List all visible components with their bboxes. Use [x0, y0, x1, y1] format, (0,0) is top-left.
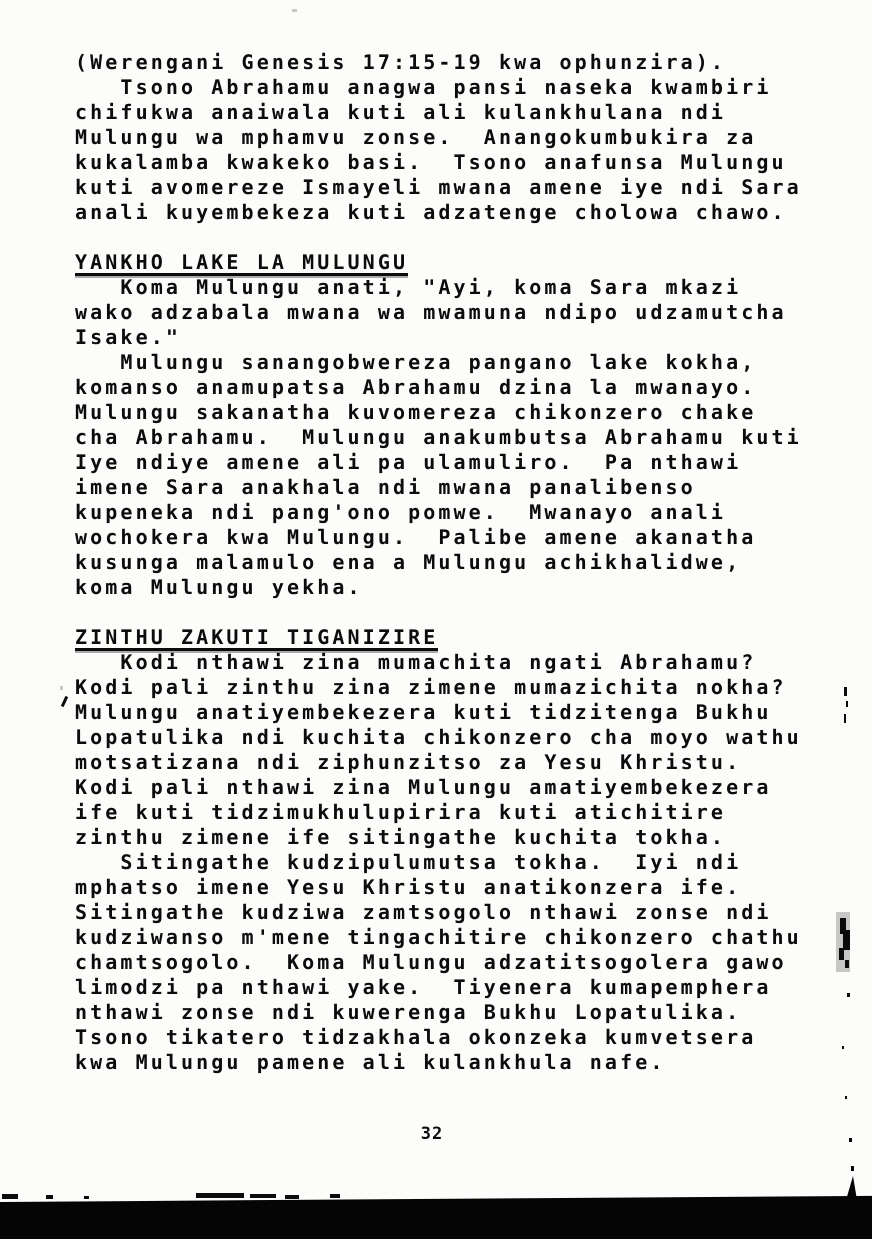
scan-dash [46, 1195, 53, 1199]
text-line: Tsono tikatero tidzakhala okonzeka kumvetsera [75, 1025, 757, 1049]
text-line: Lopatulika ndi kuchita chikonzero cha moyo wathu [75, 725, 802, 749]
text-line: zinthu zimene ife sitingathe kuchita tokha. [75, 825, 727, 849]
page-number: 32 [420, 1124, 444, 1144]
scan-smudge [845, 960, 849, 968]
text-line: Mulungu wa mphamvu zonse. Anangokumbukira za [75, 125, 757, 149]
text-line: (Werengani Genesis 17:15-19 kwa ophunzira). [75, 50, 727, 74]
text-line: kwa Mulungu pamene ali kulankhula nafe. [75, 1050, 666, 1074]
scanner-edge-band [0, 1196, 872, 1239]
scan-smudge [839, 948, 844, 960]
text-line: kuti avomereze Ismayeli mwana amene iye ndi Sara [75, 175, 802, 199]
text-line: chifukwa anaiwala kuti ali kulankhulana ndi [75, 100, 727, 124]
scan-dash [196, 1193, 244, 1198]
text-line: chamtsogolo. Koma Mulungu adzatitsogolera gawo [75, 950, 787, 974]
text-line: Mulungu sanangobwereza pangano lake kokha, [75, 350, 757, 374]
text-line: Iye ndiye amene ali pa ulamuliro. Pa nthawi [75, 450, 742, 474]
text-line: cha Abrahamu. Mulungu anakumbutsa Abrahamu kuti [75, 425, 802, 449]
text-line: kupeneka ndi pang'ono pomwe. Mwanayo anali [75, 500, 727, 524]
text-line: Kodi pali zinthu zina zimene mumazichita nokha? [75, 675, 787, 699]
scan-speck [849, 1138, 852, 1142]
text-line: kudziwanso m'mene tingachitire chikonzero chathu [75, 925, 802, 949]
text-line: mphatso imene Yesu Khristu anatikonzera ife. [75, 875, 742, 899]
text-line: Tsono Abrahamu anagwa pansi naseka kwambiri [75, 75, 772, 99]
scan-dash [84, 1196, 89, 1199]
text-line: Sitingathe kudziwa zamtsogolo nthawi zonse ndi [75, 900, 772, 924]
scan-dash [2, 1194, 18, 1199]
scan-speck [844, 687, 847, 696]
section-heading-text: YANKHO LAKE LA MULUNGU [75, 250, 409, 274]
text-column [75, 50, 835, 1075]
text-line: kukalamba kwakeko basi. Tsono anafunsa Mulungu [75, 150, 787, 174]
blank-line [75, 600, 835, 625]
scan-dash [285, 1195, 299, 1199]
scan-dash [250, 1194, 276, 1198]
scan-tick-mark [61, 696, 68, 707]
text-line: koma Mulungu yekha. [75, 575, 363, 599]
section-heading-text: ZINTHU ZAKUTI TIGANIZIRE [75, 625, 439, 649]
text-line: imene Sara anakhala ndi mwana panalibenso [75, 475, 696, 499]
scan-speck [845, 1096, 847, 1099]
scan-speck [851, 1166, 854, 1171]
scan-speck [842, 1046, 844, 1049]
scan-dash [330, 1194, 340, 1198]
text-line: Kodi pali nthawi zina Mulungu amatiyembekezera [75, 775, 772, 799]
scan-speck [292, 9, 297, 12]
text-line: Isake." [75, 325, 181, 349]
scan-speck [60, 686, 63, 690]
scan-smudge [843, 930, 850, 950]
text-line: Sitingathe kudzipulumutsa tokha. Iyi ndi [75, 850, 742, 874]
text-line: wochokera kwa Mulungu. Palibe amene akanatha [75, 525, 757, 549]
blank-line [75, 225, 835, 250]
scan-speck [847, 993, 850, 997]
text-line: Mulungu sakanatha kuvomereza chikonzero chake [75, 400, 757, 424]
text-line: nthawi zonse ndi kuwerenga Bukhu Lopatulika. [75, 1000, 742, 1024]
text-line: ife kuti tidzimukhulupirira kuti atichitire [75, 800, 727, 824]
text-line: limodzi pa nthawi yake. Tiyenera kumapemphera [75, 975, 772, 999]
text-line: komanso anamupatsa Abrahamu dzina la mwanayo. [75, 375, 757, 399]
text-line: wako adzabala mwana wa mwamuna ndipo udzamutcha [75, 300, 787, 324]
text-line: Mulungu anatiyembekezera kuti tidzitenga Bukhu [75, 700, 772, 724]
scan-speck [846, 701, 848, 707]
text-line: anali kuyembekeza kuti adzatenge cholowa chawo. [75, 200, 787, 224]
text-line: Koma Mulungu anati, "Ayi, koma Sara mkazi [75, 275, 742, 299]
text-line: kusunga malamulo ena a Mulungu achikhalidwe, [75, 550, 742, 574]
section-heading [75, 625, 835, 650]
scan-speck [844, 714, 846, 723]
section-heading [75, 250, 835, 275]
text-line: Kodi nthawi zina mumachita ngati Abrahamu? [75, 650, 757, 674]
text-line: motsatizana ndi ziphunzitso za Yesu Khristu. [75, 750, 742, 774]
